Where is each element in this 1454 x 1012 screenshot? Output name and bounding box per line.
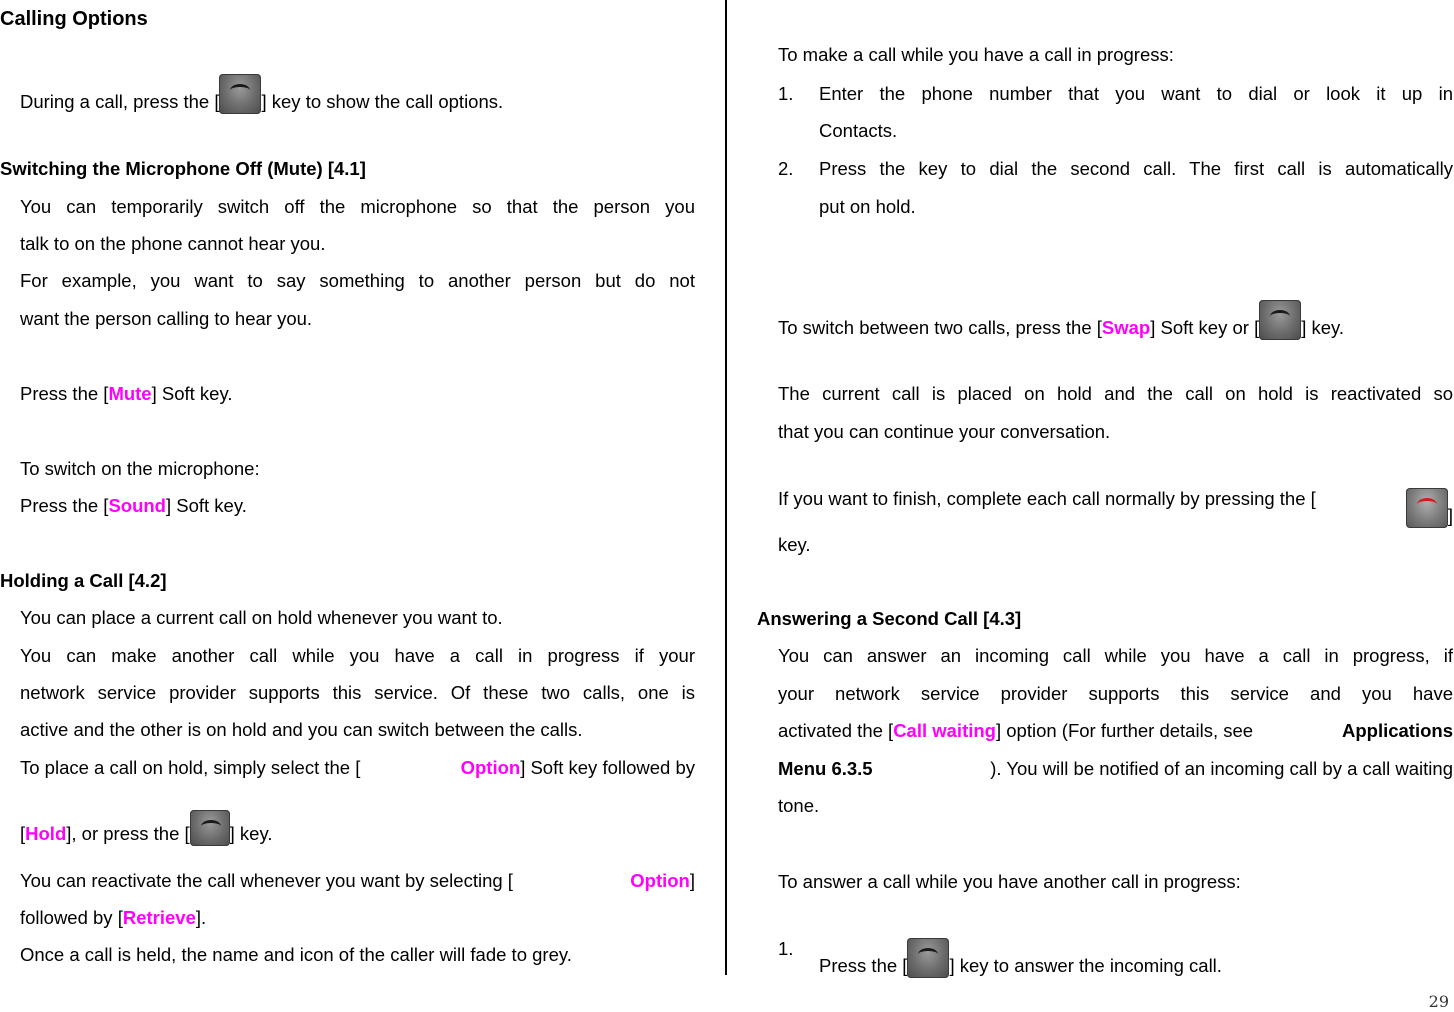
- send-key-icon: [907, 938, 949, 978]
- answer-line-4: Menu 6.3.5 ). You will be notified of an incoming call by a call waiting: [778, 758, 1453, 779]
- mute-line-3: For example, you want to say something to another person but do not: [20, 270, 695, 291]
- answer-line-2: your network service provider supports this service and you have: [778, 683, 1453, 704]
- mute-line-1: You can temporarily switch off the microphone so that the person you: [20, 196, 695, 217]
- option-softkey: Option: [460, 757, 521, 778]
- finish-line-1: If you want to finish, complete each call normally by pressing the [ ]: [778, 488, 1453, 526]
- finish-line-2: key.: [778, 534, 811, 555]
- retrieve-softkey: Retrieve: [122, 907, 196, 928]
- heading-mute: Switching the Microphone Off (Mute) [4.1]: [0, 158, 366, 179]
- send-key-icon: [219, 74, 261, 114]
- press-mute-line: Press the [Mute] Soft key.: [20, 383, 233, 404]
- answer-while-line: To answer a call while you have another call in progress:: [778, 871, 1241, 892]
- mute-softkey: Mute: [108, 383, 152, 404]
- hold-line-3: network service provider supports this service. Of these two calls, one is: [20, 682, 695, 703]
- call-options-paragraph: During a call, press the [ ] key to show the call options.: [20, 74, 503, 114]
- mute-line-2: talk to on the phone cannot hear you.: [20, 233, 326, 254]
- call-waiting-option: Call waiting: [893, 720, 996, 741]
- send-key-icon: [1259, 300, 1301, 340]
- answer-step-1: Press the [ ] key to answer the incoming call.: [819, 938, 1222, 978]
- mute-line-4: want the person calling to hear you.: [20, 308, 313, 329]
- reactivate-line-2: followed by [Retrieve].: [20, 907, 207, 928]
- current-line-1: The current call is placed on hold and the call on hold is reactivated so: [778, 383, 1453, 404]
- make-call-line: To make a call while you have a call in progress:: [778, 44, 1174, 65]
- reactivate-line-1: You can reactivate the call whenever you want by selecting [ Option]: [20, 870, 695, 891]
- hold-line-4: active and the other is on hold and you can switch between the calls.: [20, 719, 583, 740]
- step-1-number: 1.: [778, 83, 794, 104]
- step-2-line-2: put on hold.: [819, 196, 916, 217]
- section-title-calling-options: Calling Options: [0, 8, 148, 30]
- heading-hold: Holding a Call [4.2]: [0, 570, 167, 591]
- answer-step-1-number: 1.: [778, 938, 794, 959]
- end-key-icon: [1406, 488, 1448, 528]
- hold-softkey: Hold: [25, 823, 67, 844]
- press-sound-line: Press the [Sound] Soft key.: [20, 495, 247, 516]
- hold-line-5: To place a call on hold, simply select the [ Option] Soft key followed by: [20, 757, 695, 778]
- send-key-icon: [190, 810, 230, 846]
- sound-softkey: Sound: [108, 495, 166, 516]
- step-2-line-1: Press the key to dial the second call. The first call is automatically: [819, 158, 1453, 179]
- hold-line-1: You can place a current call on hold whenever you want to.: [20, 607, 503, 628]
- hold-line-2: You can make another call while you have a call in progress if your: [20, 645, 695, 666]
- column-divider: [725, 0, 727, 975]
- heading-answer: Answering a Second Call [4.3]: [757, 608, 1022, 629]
- step-1-line-2: Contacts.: [819, 120, 898, 141]
- answer-line-1: You can answer an incoming call while you have a call in progress, if: [778, 645, 1453, 666]
- answer-line-5: tone.: [778, 795, 820, 816]
- grey-line: Once a call is held, the name and icon of the caller will fade to grey.: [20, 944, 572, 965]
- swap-line: To switch between two calls, press the [Swap] Soft key or [ ] key.: [778, 300, 1344, 340]
- current-line-2: that you can continue your conversation.: [778, 421, 1111, 442]
- answer-line-3: activated the [Call waiting] option (For further details, see Applications: [778, 720, 1453, 741]
- step-2-number: 2.: [778, 158, 794, 179]
- swap-softkey: Swap: [1101, 317, 1151, 338]
- step-1-line-1: Enter the phone number that you want to dial or look it up in: [819, 83, 1453, 104]
- option-softkey-2: Option: [630, 870, 690, 891]
- hold-line-6: [Hold], or press the [ ] key.: [20, 810, 272, 846]
- page-number: 29: [1428, 992, 1449, 1011]
- switch-on-line: To switch on the microphone:: [20, 458, 260, 479]
